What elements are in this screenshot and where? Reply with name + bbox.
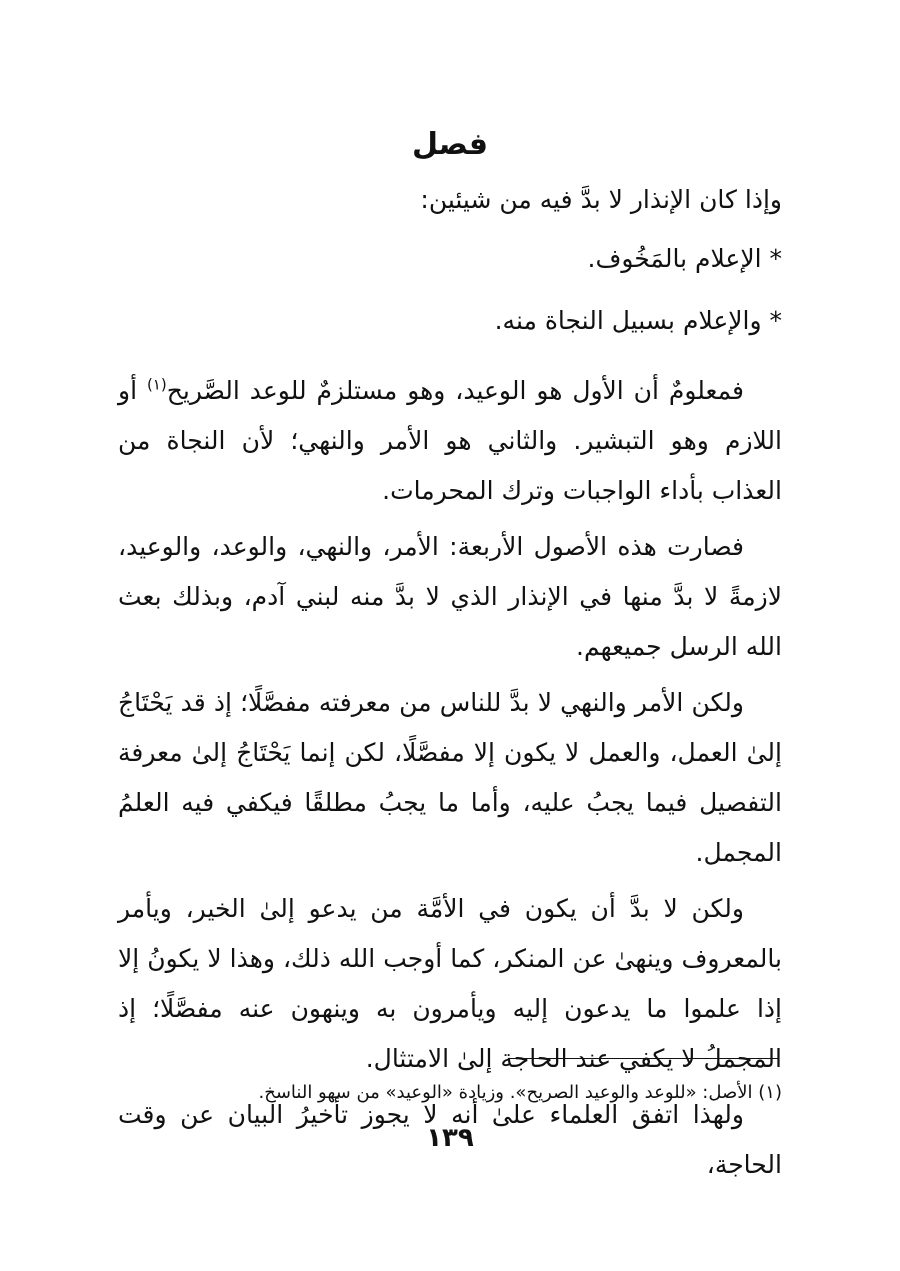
footnote-divider xyxy=(510,1058,778,1059)
paragraph-1 xyxy=(118,366,782,516)
paragraph-1-text-a: فمعلومٌ أن الأول هو الوعيد، وهو مستلزمٌ للوعد الصَّريح xyxy=(166,376,745,405)
intro-line: وإذا كان الإنذار لا بدَّ فيه من شيئين: xyxy=(420,185,782,214)
paragraph-1-text-b: أو اللازم وهو التبشير. والثاني هو الأمر والنهي؛ لأن النجاة من العذاب بأداء الواجبات وترك المحرمات. xyxy=(118,376,782,505)
page-number: ١٣٩ xyxy=(426,1123,474,1153)
section-title: فصل xyxy=(412,127,488,162)
paragraph-5: ولهذا اتفق العلماء علىٰ أنه لا يجوز تأخيرُ البيان عن وقت الحاجة، xyxy=(118,1100,782,1179)
page-body xyxy=(118,120,782,1190)
paragraph-4: ولكن لا بدَّ أن يكون في الأمَّة من يدعو إلىٰ الخير، ويأمر بالمعروف وينهىٰ عن المنكر، كما أوجب الله ذلك، وهذا لا يكونُ إلا إذا علموا ما يدعون إليه ويأمرون به وينهون عنه مفصَّلًا؛ إذ المجملُ لا يكفي عند الحاجة إلىٰ الامتثال. xyxy=(118,894,782,1073)
footnote-reference[interactable]: (١) xyxy=(146,375,167,394)
footnote: (١) الأصل: «للوعد والوعيد الصريح». وزيادة «الوعيد» من سهو الناسخ. xyxy=(258,1082,782,1103)
paragraph-3: ولكن الأمر والنهي لا بدَّ للناس من معرفته مفصَّلًا؛ إذ قد يَحْتَاجُ إلىٰ العمل، والعمل لا يكون إلا مفصَّلًا، لكن إنما يَحْتَاجُ إلىٰ معرفة التفصيل فيما يجبُ عليه، وأما ما يجبُ مطلقًا فيكفي فيه العلمُ المجمل. xyxy=(118,688,782,867)
paragraph-2: فصارت هذه الأصول الأربعة: الأمر، والنهي، والوعد، والوعيد، لازمةً لا بدَّ منها في الإنذار الذي لا بدَّ منه لبني آدم، وبذلك بعث الله الرسل جميعهم. xyxy=(118,532,782,661)
bullet-item-2: * والإعلام بسبيل النجاة منه. xyxy=(494,306,782,335)
bullet-item-1: * الإعلام بالمَخُوف. xyxy=(587,244,782,273)
